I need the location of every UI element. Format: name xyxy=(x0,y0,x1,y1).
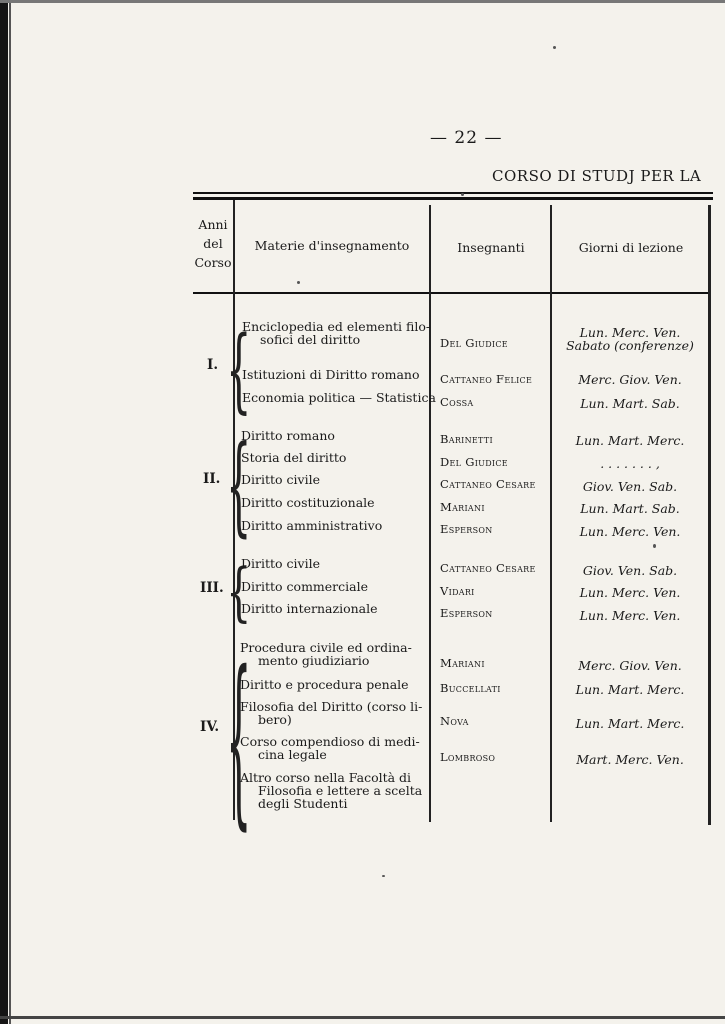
teacher-cell: Cossa xyxy=(440,395,474,409)
subject-cell xyxy=(240,641,412,667)
table-top-rule xyxy=(193,192,713,194)
subject-cell: Diritto civile xyxy=(241,556,320,571)
year-brace: { xyxy=(226,318,252,424)
year-brace: { xyxy=(226,556,252,630)
teacher-cell: Cattaneo Cesare xyxy=(440,561,536,575)
subject-cell: Diritto civile xyxy=(241,472,320,487)
days-cell: Lun. Mart. Sab. xyxy=(580,396,680,411)
teacher-cell: Barinetti xyxy=(440,432,493,446)
teacher-cell: Lombroso xyxy=(440,750,496,764)
subject-cell xyxy=(240,700,422,726)
page-binding-shadow xyxy=(9,0,11,1024)
days-cell: Lun. Merc. Ven. xyxy=(579,524,681,539)
header-year-line: del xyxy=(203,236,223,251)
year-brace: { xyxy=(226,637,252,849)
scan-speck xyxy=(553,46,556,49)
subject-line: Filosofia e lettere a scelta xyxy=(258,783,423,798)
days-cell: Giov. Ven. Sab. xyxy=(582,563,678,578)
scan-speck xyxy=(382,875,385,877)
subject-cell: Diritto internazionale xyxy=(241,601,378,616)
running-head: CORSO DI STUDJ PER LA xyxy=(492,167,702,185)
days-line: Sabato (conferenze) xyxy=(566,338,694,353)
days-cell: Merc. Giov. Ven. xyxy=(578,372,682,387)
teacher-cell: Cattaneo Cesare xyxy=(440,477,536,491)
days-cell: Lun. Merc. Ven. xyxy=(579,585,681,600)
teacher-cell: Del Giudice xyxy=(440,336,508,350)
page-number: — 22 — xyxy=(430,128,503,148)
teacher-cell: Mariani xyxy=(440,500,485,514)
subject-line: bero) xyxy=(258,712,292,727)
year-label: III. xyxy=(200,580,224,596)
header-days: Giorni di lezione xyxy=(578,240,684,255)
subject-cell: Diritto romano xyxy=(241,428,335,443)
subject-line: Altro corso nella Facoltà di xyxy=(240,770,412,785)
subject-line: Corso compendioso di medi- xyxy=(240,734,420,749)
teacher-cell: Esperson xyxy=(440,522,493,536)
subject-cell xyxy=(240,735,420,761)
subject-cell: Diritto commerciale xyxy=(241,579,368,594)
subject-cell: Diritto amministrativo xyxy=(241,518,383,533)
scan-speck xyxy=(461,193,464,196)
page-bottom-edge xyxy=(0,1016,725,1019)
table-top-rule-thick xyxy=(193,197,713,200)
header-year-line: Anni xyxy=(198,217,228,232)
days-cell: Lun. Mart. Merc. xyxy=(575,682,685,697)
page-binding-edge xyxy=(0,0,8,1024)
header-year xyxy=(193,215,233,272)
teacher-cell: Buccellati xyxy=(440,681,501,695)
teacher-cell: Nova xyxy=(440,714,469,728)
teacher-cell: Vidari xyxy=(440,584,475,598)
year-label: I. xyxy=(207,357,219,373)
subject-cell xyxy=(240,771,422,810)
year-label: IV. xyxy=(200,719,220,735)
scan-speck xyxy=(297,281,300,284)
subject-line: degli Studenti xyxy=(258,796,348,811)
days-cell: Lun. Merc. Ven. xyxy=(579,608,681,623)
header-teachers: Insegnanti xyxy=(457,240,525,255)
year-brace: { xyxy=(226,425,252,550)
column-divider-teachers xyxy=(550,205,552,822)
subject-line: sofici del diritto xyxy=(260,332,361,347)
teacher-cell: Esperson xyxy=(440,606,493,620)
subject-cell: Diritto e procedura penale xyxy=(240,677,409,692)
subject-cell: Economia politica — Statistica xyxy=(242,390,436,405)
days-line: Lun. Merc. Ven. xyxy=(579,325,681,340)
column-divider-subjects xyxy=(429,205,431,822)
teacher-cell: Cattaneo Felice xyxy=(440,372,533,386)
days-cell: Mart. Merc. Ven. xyxy=(576,752,684,767)
subject-cell: Storia del diritto xyxy=(241,450,347,465)
subject-line: Filosofia del Diritto (corso li- xyxy=(240,699,423,714)
scan-speck xyxy=(653,544,656,548)
subject-line: mento giudiziario xyxy=(258,653,370,668)
year-label: II. xyxy=(203,471,221,487)
days-cell: Merc. Giov. Ven. xyxy=(578,658,682,673)
subject-line: Procedura civile ed ordina- xyxy=(240,640,412,655)
days-cell: Lun. Mart. Merc. xyxy=(575,433,685,448)
subject-cell: Diritto costituzionale xyxy=(241,495,375,510)
teacher-cell: Del Giudice xyxy=(440,455,508,469)
header-subjects: Materie d'insegnamento xyxy=(254,238,410,253)
subject-cell xyxy=(242,320,430,346)
subject-line: cina legale xyxy=(258,747,327,762)
days-cell: Giov. Ven. Sab. xyxy=(582,479,678,494)
days-cell: . . . . . . . , xyxy=(600,456,660,471)
page-top-edge xyxy=(0,0,725,3)
days-cell: Lun. Mart. Merc. xyxy=(575,716,685,731)
teacher-cell: Mariani xyxy=(440,656,485,670)
subject-line: Enciclopedia ed elementi filo- xyxy=(242,319,431,334)
days-cell: Lun. Mart. Sab. xyxy=(580,501,680,516)
header-year-line: Corso xyxy=(194,255,232,270)
page-right-edge xyxy=(708,205,711,825)
subject-cell: Istituzioni di Diritto romano xyxy=(242,367,420,382)
days-cell xyxy=(555,326,705,352)
header-bottom-rule xyxy=(193,292,708,294)
